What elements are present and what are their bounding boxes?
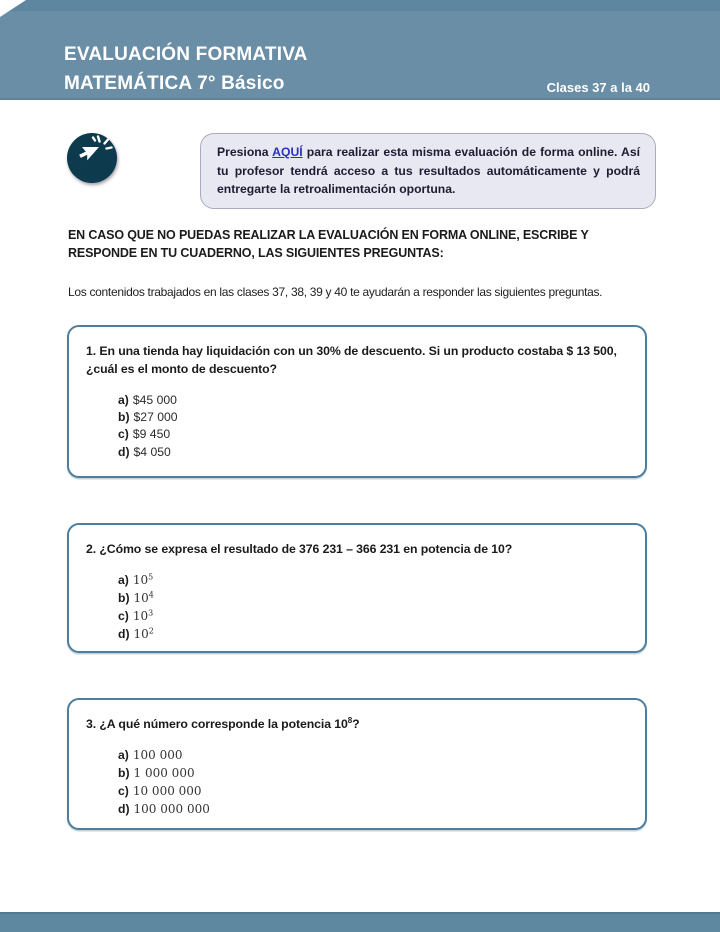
- instructions-heading: EN CASO QUE NO PUEDAS REALIZAR LA EVALUACIÓN EN FORMA ONLINE, ESCRIBE Y RESPONDE EN TU CUADERNO, LAS SIGUIENTES PREGUNTAS:: [68, 228, 589, 261]
- option-row: [118, 746, 629, 764]
- option-letter: b): [118, 766, 130, 781]
- page-title: [64, 40, 308, 98]
- option-value: $4 050: [133, 444, 171, 459]
- option-row: [118, 589, 629, 607]
- page-title-line2: MATEMÁTICA 7° Básico: [64, 73, 285, 94]
- option-row: [118, 409, 629, 426]
- option-value: $10^5$: [132, 572, 154, 588]
- option-row: [118, 782, 629, 800]
- question-1-text: 1. En una tienda hay liquidación con un 30% de descuento. Si un producto costaba $ 13 500, ¿cuál es el monto de descuento?: [86, 344, 617, 377]
- option-row: [118, 444, 629, 461]
- exponent: 3: [148, 608, 154, 618]
- option-letter: c): [118, 609, 129, 624]
- option-value: 1 000 000: [133, 766, 195, 781]
- exponent: 2: [148, 626, 154, 636]
- option-letter: d): [118, 444, 130, 459]
- option-row: [118, 764, 629, 782]
- footer-band: [0, 912, 720, 932]
- exponent: 5: [148, 572, 154, 582]
- option-value: 100 000 000: [133, 802, 210, 817]
- option-value: $45 000: [132, 392, 177, 407]
- online-callout-box: [200, 133, 656, 209]
- classes-range-badge: Clases 37 a la 40: [546, 80, 650, 95]
- option-row: [118, 392, 629, 409]
- option-letter: a): [118, 392, 129, 407]
- option-row: [118, 571, 629, 589]
- option-row: [118, 607, 629, 625]
- callout-text: [217, 143, 640, 199]
- question-box-1: [67, 325, 647, 478]
- option-letter: c): [118, 427, 129, 442]
- question-1-options: [118, 392, 629, 461]
- question-2-text: 2. ¿Cómo se expresa el resultado de 376 231 – 366 231 en potencia de 10?: [86, 542, 513, 556]
- question-3-text: 3. ¿A qué número corresponde la potencia $10^8$?: [86, 716, 360, 731]
- intro-text: Los contenidos trabajados en las clases 37, 38, 39 y 40 te ayudarán a responder las siguientes preguntas.: [68, 285, 603, 299]
- page-title-line1: EVALUACIÓN FORMATIVA: [64, 44, 308, 65]
- exponent: 8: [347, 716, 353, 725]
- option-value: $10^2$: [133, 626, 154, 642]
- option-letter: b): [118, 410, 130, 425]
- option-row: [118, 625, 629, 643]
- option-value: $27 000: [133, 410, 178, 425]
- option-letter: c): [118, 784, 129, 799]
- option-letter: a): [118, 573, 129, 588]
- exponent: 4: [148, 590, 154, 600]
- option-letter: a): [118, 748, 129, 763]
- option-letter: d): [118, 802, 130, 817]
- option-row: [118, 800, 629, 818]
- header-band: [0, 0, 720, 100]
- option-letter: b): [118, 591, 130, 606]
- header-corner-notch: [0, 0, 26, 17]
- header-top-stripe: [0, 0, 720, 11]
- option-value: $10^3$: [132, 608, 154, 624]
- option-value: $10^4$: [133, 590, 154, 606]
- question-3-options: [118, 746, 629, 818]
- callout-post-link: para realizar esta misma evaluación de forma online. Así tu profesor tendrá acceso a tus resultados automáticamente y podrá entregarte la retroalimentación oportuna.: [217, 145, 640, 197]
- question-2-options: [118, 571, 629, 643]
- option-value: 10 000 000: [132, 784, 202, 799]
- question-box-2: [67, 523, 647, 653]
- option-letter: d): [118, 627, 130, 642]
- option-row: [118, 426, 629, 443]
- callout-pre-link: Presiona: [217, 145, 273, 159]
- question-box-3: [67, 698, 647, 830]
- cursor-click-icon: [66, 132, 119, 185]
- option-value: $9 450: [132, 427, 171, 442]
- online-evaluation-link[interactable]: AQUÍ: [272, 145, 303, 159]
- icon-circle: [67, 133, 117, 183]
- option-value: 100 000: [132, 748, 183, 763]
